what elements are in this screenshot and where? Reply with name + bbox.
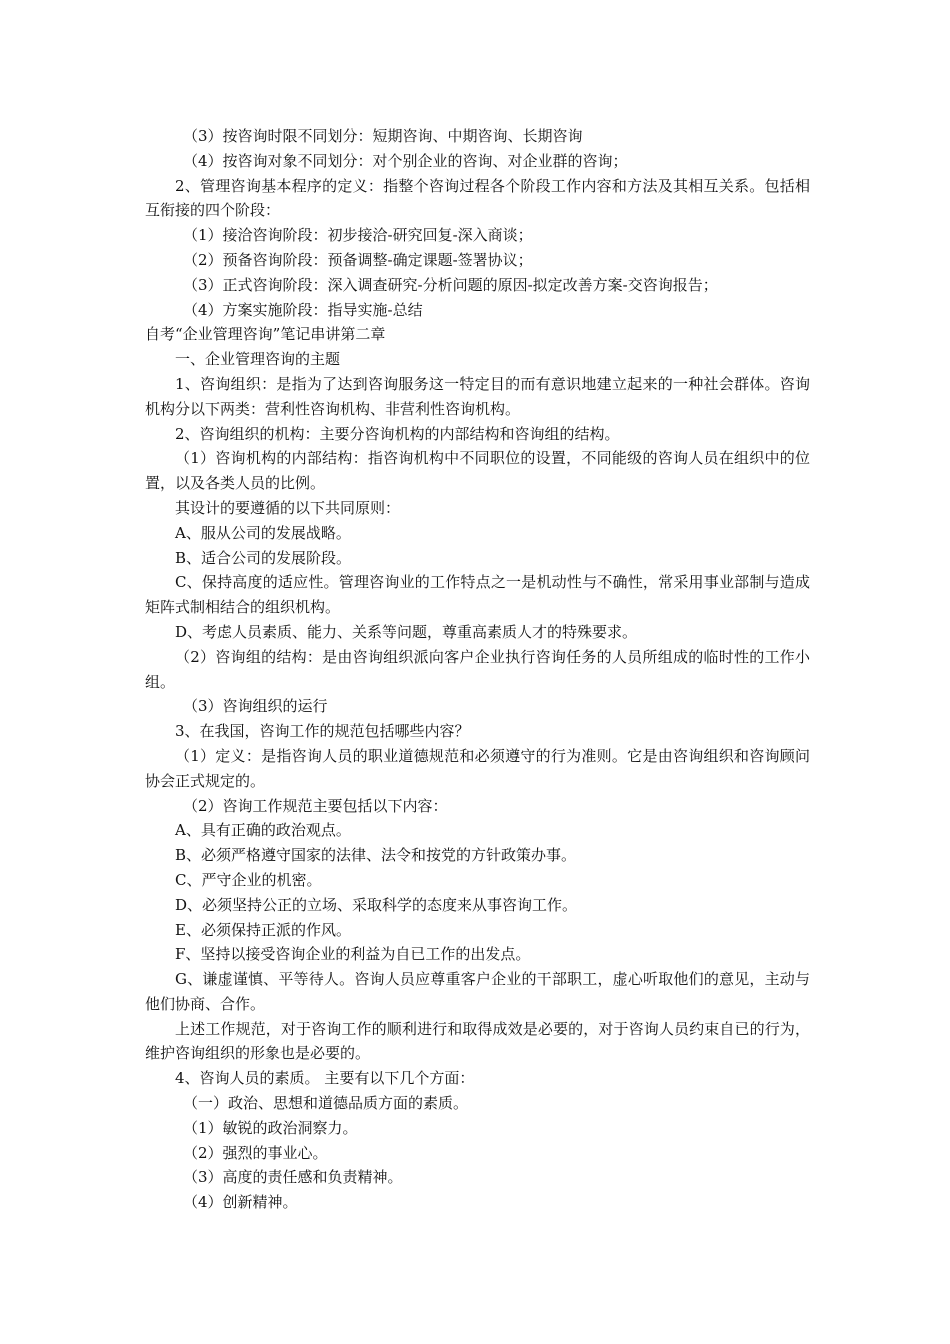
paragraph: （1）敏锐的政治洞察力。 [183, 1118, 358, 1137]
paragraph: （3）按咨询时限不同划分：短期咨询、中期咨询、长期咨询 [183, 127, 583, 145]
section-heading: 一、企业管理咨询的主题 [175, 350, 341, 369]
paragraph: （2）咨询组的结构：是由咨询组织派向客户企业执行咨询任务的人员所组成的临时性的工作小组。 [145, 647, 810, 691]
paragraph: A、具有正确的政治观点。 [175, 821, 351, 840]
paragraph: 3、在我国，咨询工作的规范包括哪些内容？ [175, 722, 470, 741]
paragraph: 1、咨询组织：是指为了达到咨询服务这一特定目的而有意识地建立起来的一种社会群体。咨询机构分以下两类：营利性咨询机构、非营利性咨询机构。 [145, 374, 810, 418]
paragraph: F、坚持以接受咨询企业的利益为自已工作的出发点。 [175, 945, 531, 964]
paragraph: （1）接洽咨询阶段：初步接洽-研究回复-深入商谈； [183, 226, 533, 245]
paragraph: 上述工作规范，对于咨询工作的顺利进行和取得成效是必要的，对于咨询人员约束自已的行为，维护咨询组织的形象也是必要的。 [145, 1019, 810, 1063]
paragraph: G、谦虚谨慎、平等待人。咨询人员应尊重客户企业的干部职工，虚心听取他们的意见，主动与他们协商、合作。 [145, 970, 810, 1013]
paragraph: A、服从公司的发展战略。 [175, 523, 351, 542]
paragraph: 2、管理咨询基本程序的定义：指整个咨询过程各个阶段工作内容和方法及其相互关系。包括相互衔接的四个阶段： [145, 176, 810, 220]
paragraph: （1）咨询机构的内部结构：指咨询机构中不同职位的设置，不同能级的咨询人员在组织中的位置，以及各类人员的比例。 [145, 449, 810, 493]
paragraph: （3）咨询组织的运行 [183, 697, 328, 716]
paragraph: E、必须保持正派的作风。 [175, 920, 351, 939]
paragraph: （3）正式咨询阶段：深入调查研究-分析问题的原因-拟定改善方案-交咨询报告； [183, 275, 718, 294]
paragraph: 4、咨询人员的素质。 主要有以下几个方面： [175, 1069, 475, 1088]
paragraph: （4）按咨询对象不同划分：对个别企业的咨询、对企业群的咨询； [183, 151, 628, 170]
paragraph: C、严守企业的机密。 [175, 870, 322, 889]
paragraph: D、必须坚持公正的立场、采取科学的态度来从事咨询工作。 [175, 895, 578, 914]
paragraph: （2）预备咨询阶段：预备调整-确定课题-签署协议； [183, 250, 533, 269]
paragraph: （2）咨询工作规范主要包括以下内容： [183, 796, 448, 815]
paragraph: （1）定义：是指咨询人员的职业道德规范和必须遵守的行为准则。它是由咨询组织和咨询顾问协会正式规定的。 [145, 746, 810, 790]
paragraph: 2、咨询组织的机构：主要分咨询机构的内部结构和咨询组的结构。 [175, 424, 620, 443]
paragraph: （4）创新精神。 [183, 1193, 298, 1212]
paragraph: （2）强烈的事业心。 [183, 1143, 328, 1162]
chapter-title: 自考“企业管理咨询”笔记串讲第二章 [145, 325, 386, 344]
paragraph: B、必须严格遵守国家的法律、法令和按党的方针政策办事。 [175, 846, 577, 865]
paragraph: C、保持高度的适应性。管理咨询业的工作特点之一是机动性与不确性，常采用事业部制与造成矩阵式制相结合的组织机构。 [145, 573, 810, 617]
paragraph: B、适合公司的发展阶段。 [175, 548, 352, 567]
document-body [145, 124, 810, 1215]
paragraph: （一）政治、思想和道德品质方面的素质。 [183, 1094, 469, 1113]
paragraph: 其设计的要遵循的以下共同原则： [175, 498, 401, 517]
paragraph: （3）高度的责任感和负责精神。 [183, 1168, 403, 1187]
paragraph: （4）方案实施阶段：指导实施-总结 [183, 300, 423, 319]
paragraph: D、考虑人员素质、能力、关系等问题，尊重高素质人才的特殊要求。 [175, 622, 638, 641]
